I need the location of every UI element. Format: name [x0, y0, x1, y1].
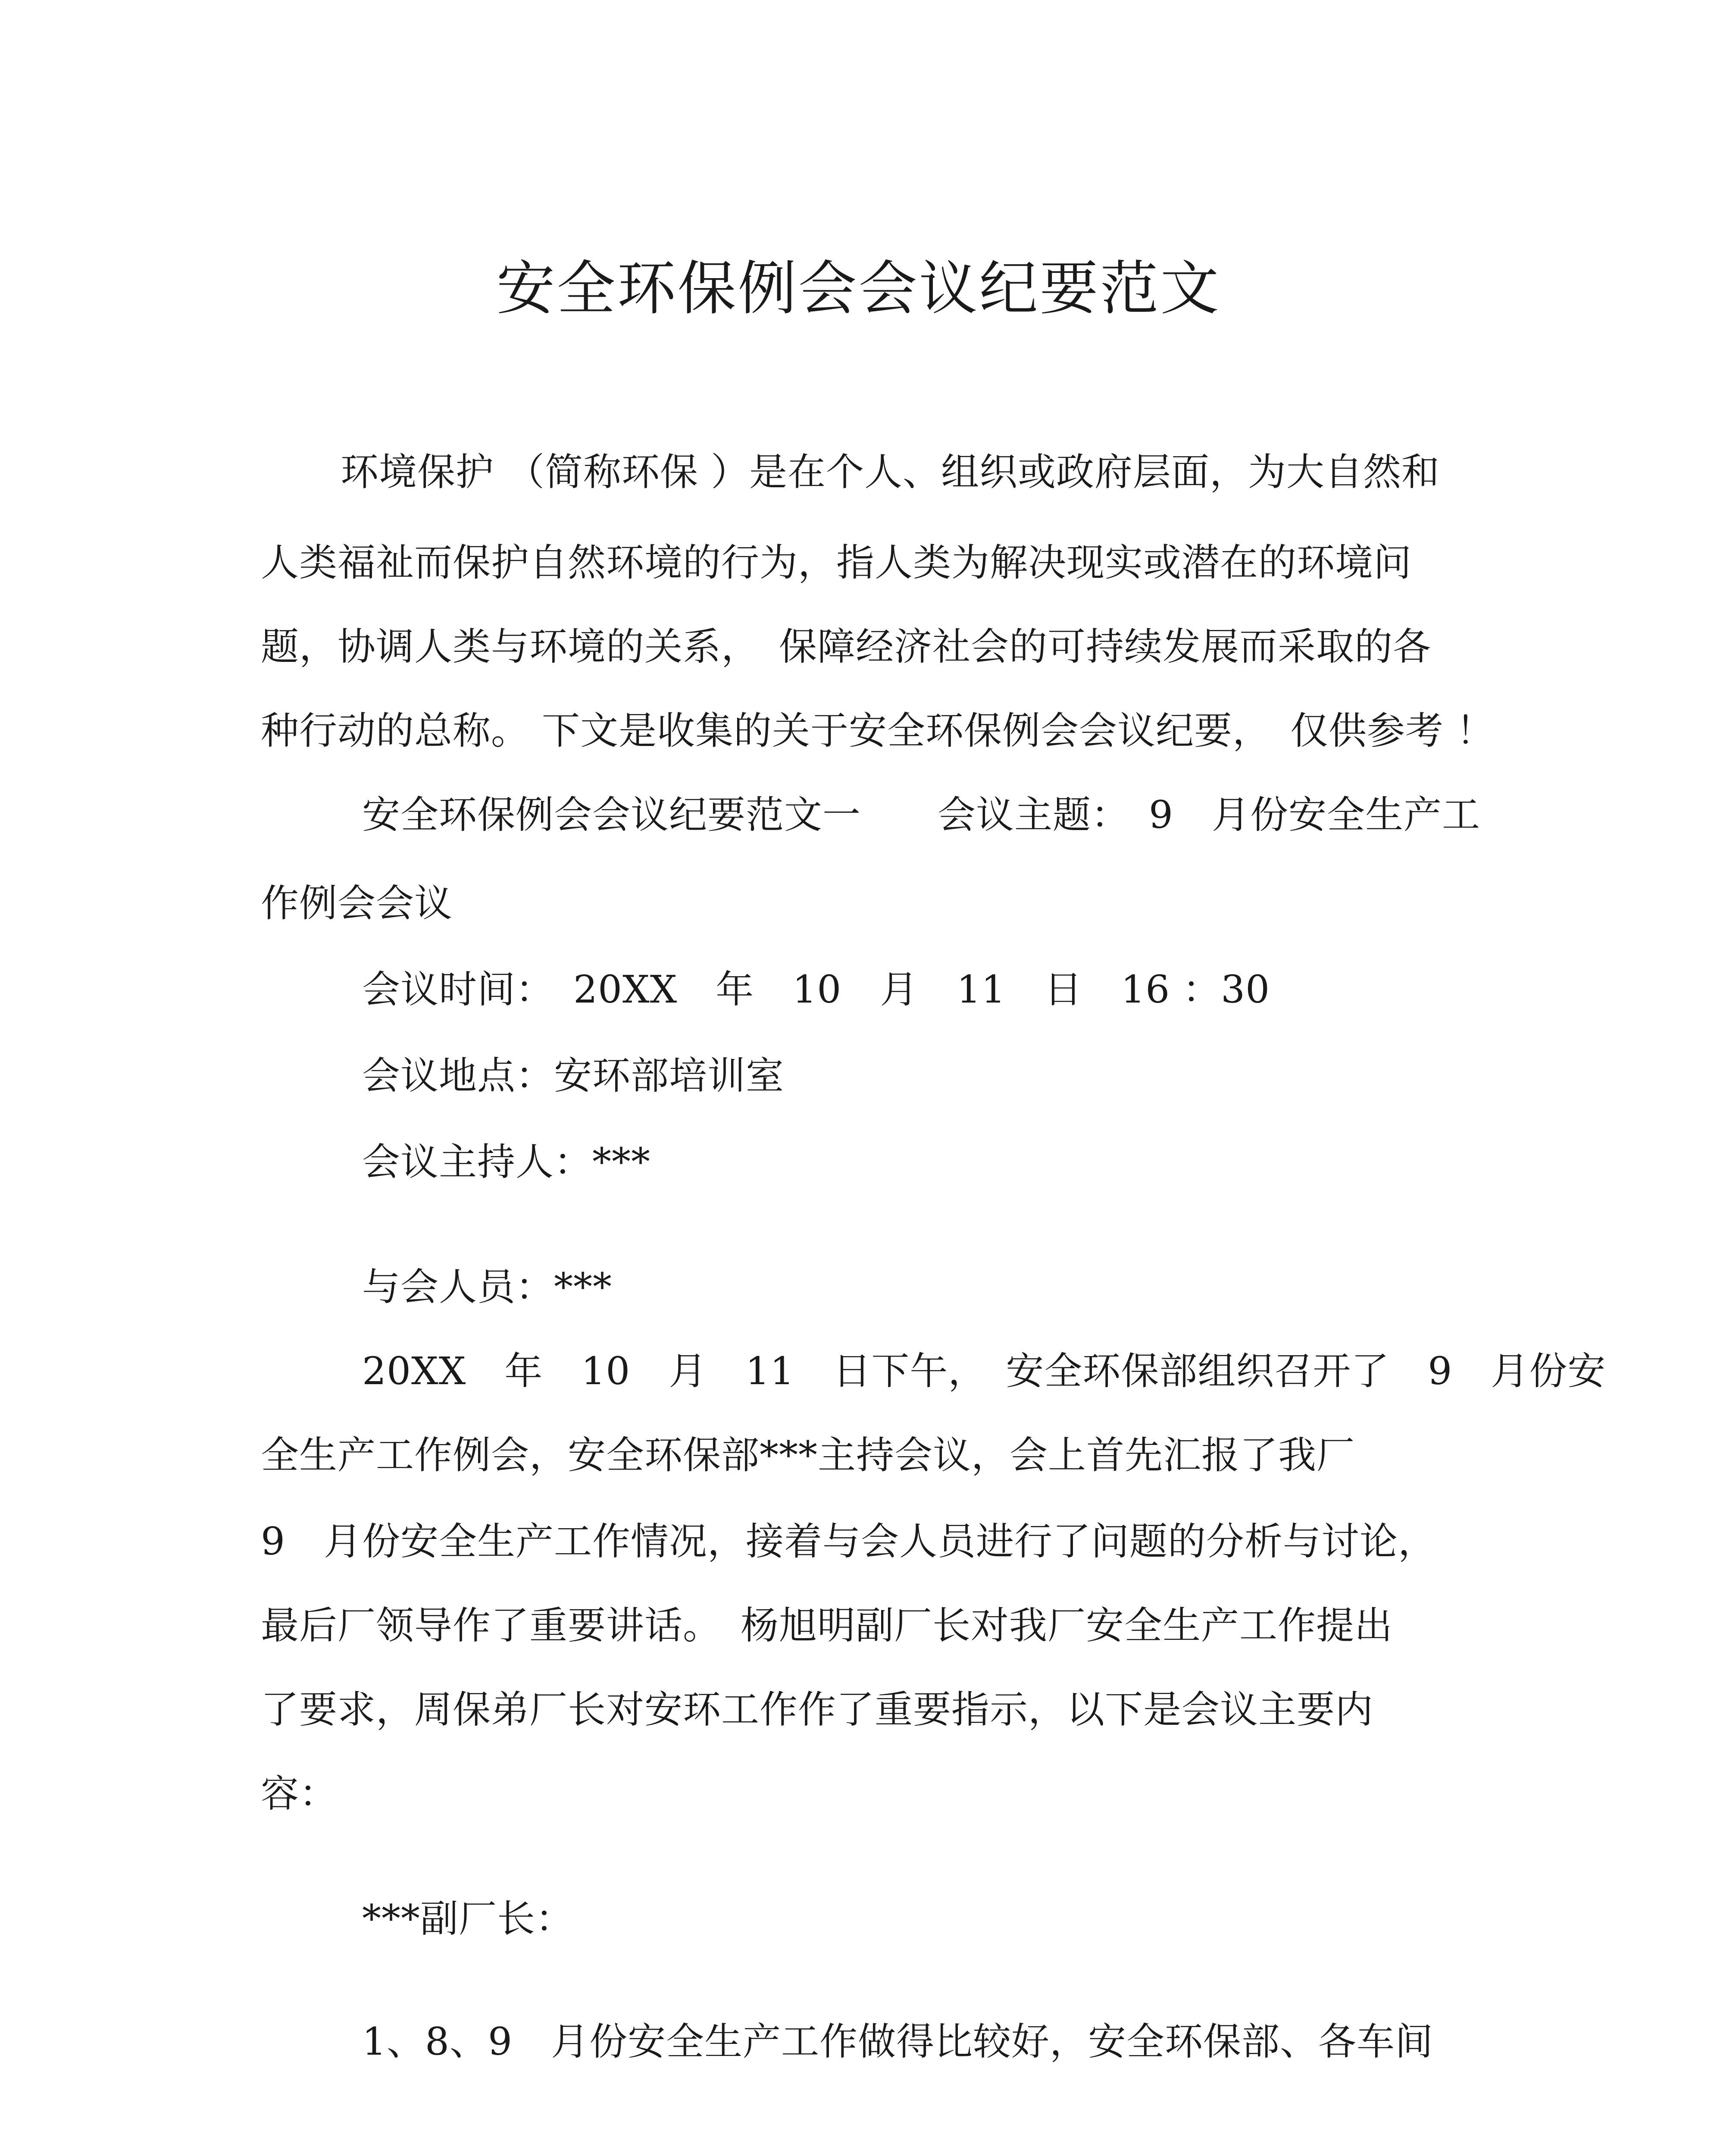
paragraph-line-4: 种行动的总称。 下文是收集的关于安全环保例会会议纪要， 仅供参考 ！: [261, 708, 1495, 753]
paragraph-line-3: 题，协调人类与环境的关系， 保障经济社会的可持续发展而采取的各: [261, 624, 1432, 669]
paragraph-line-1: 环境保护 （简称环保 ）是在个人、组织或政府层面，为大自然和: [341, 450, 1440, 494]
section-heading: ***副厂长：: [362, 1896, 574, 1941]
paragraph-line-12: 全生产工作例会，安全环保部***主持会议，会上首先汇报了我厂: [261, 1433, 1355, 1477]
document-title: 安全环保例会会议纪要范文: [496, 255, 1221, 323]
paragraph-line-2: 人类福祉而保护自然环境的行为，指人类为解决现实或潜在的环境问: [261, 540, 1412, 585]
meeting-host: 会议主持人：***: [362, 1140, 651, 1184]
paragraph-line-14: 最后厂领导作了重要讲话。 杨旭明副厂长对我厂安全生产工作提出: [261, 1603, 1393, 1648]
meeting-attendees: 与会人员：***: [362, 1265, 613, 1309]
paragraph-line-13: 9 月份安全生产工作情况，接着与会人员进行了问题的分析与讨论，: [261, 1519, 1436, 1564]
paragraph-line-15: 了要求，周保弟厂长对安环工作作了重要指示，以下是会议主要内: [261, 1687, 1374, 1732]
paragraph-line-11: 20XX 年 10 月 11 日下午， 安全环保部组织召开了 9 月份安: [362, 1349, 1606, 1393]
paragraph-line-18: 1、8、9 月份安全生产工作做得比较好，安全环保部、各车间: [362, 2019, 1433, 2064]
meeting-time: 会议时间： 20XX 年 10 月 11 日 16 ：30: [362, 967, 1270, 1012]
paragraph-line-5: 安全环保例会会议纪要范文一 会议主题： 9 月份安全生产工: [362, 793, 1480, 837]
meeting-location: 会议地点：安环部培训室: [362, 1053, 785, 1098]
paragraph-line-16: 容：: [261, 1771, 338, 1816]
paragraph-line-6: 作例会会议: [261, 881, 453, 925]
